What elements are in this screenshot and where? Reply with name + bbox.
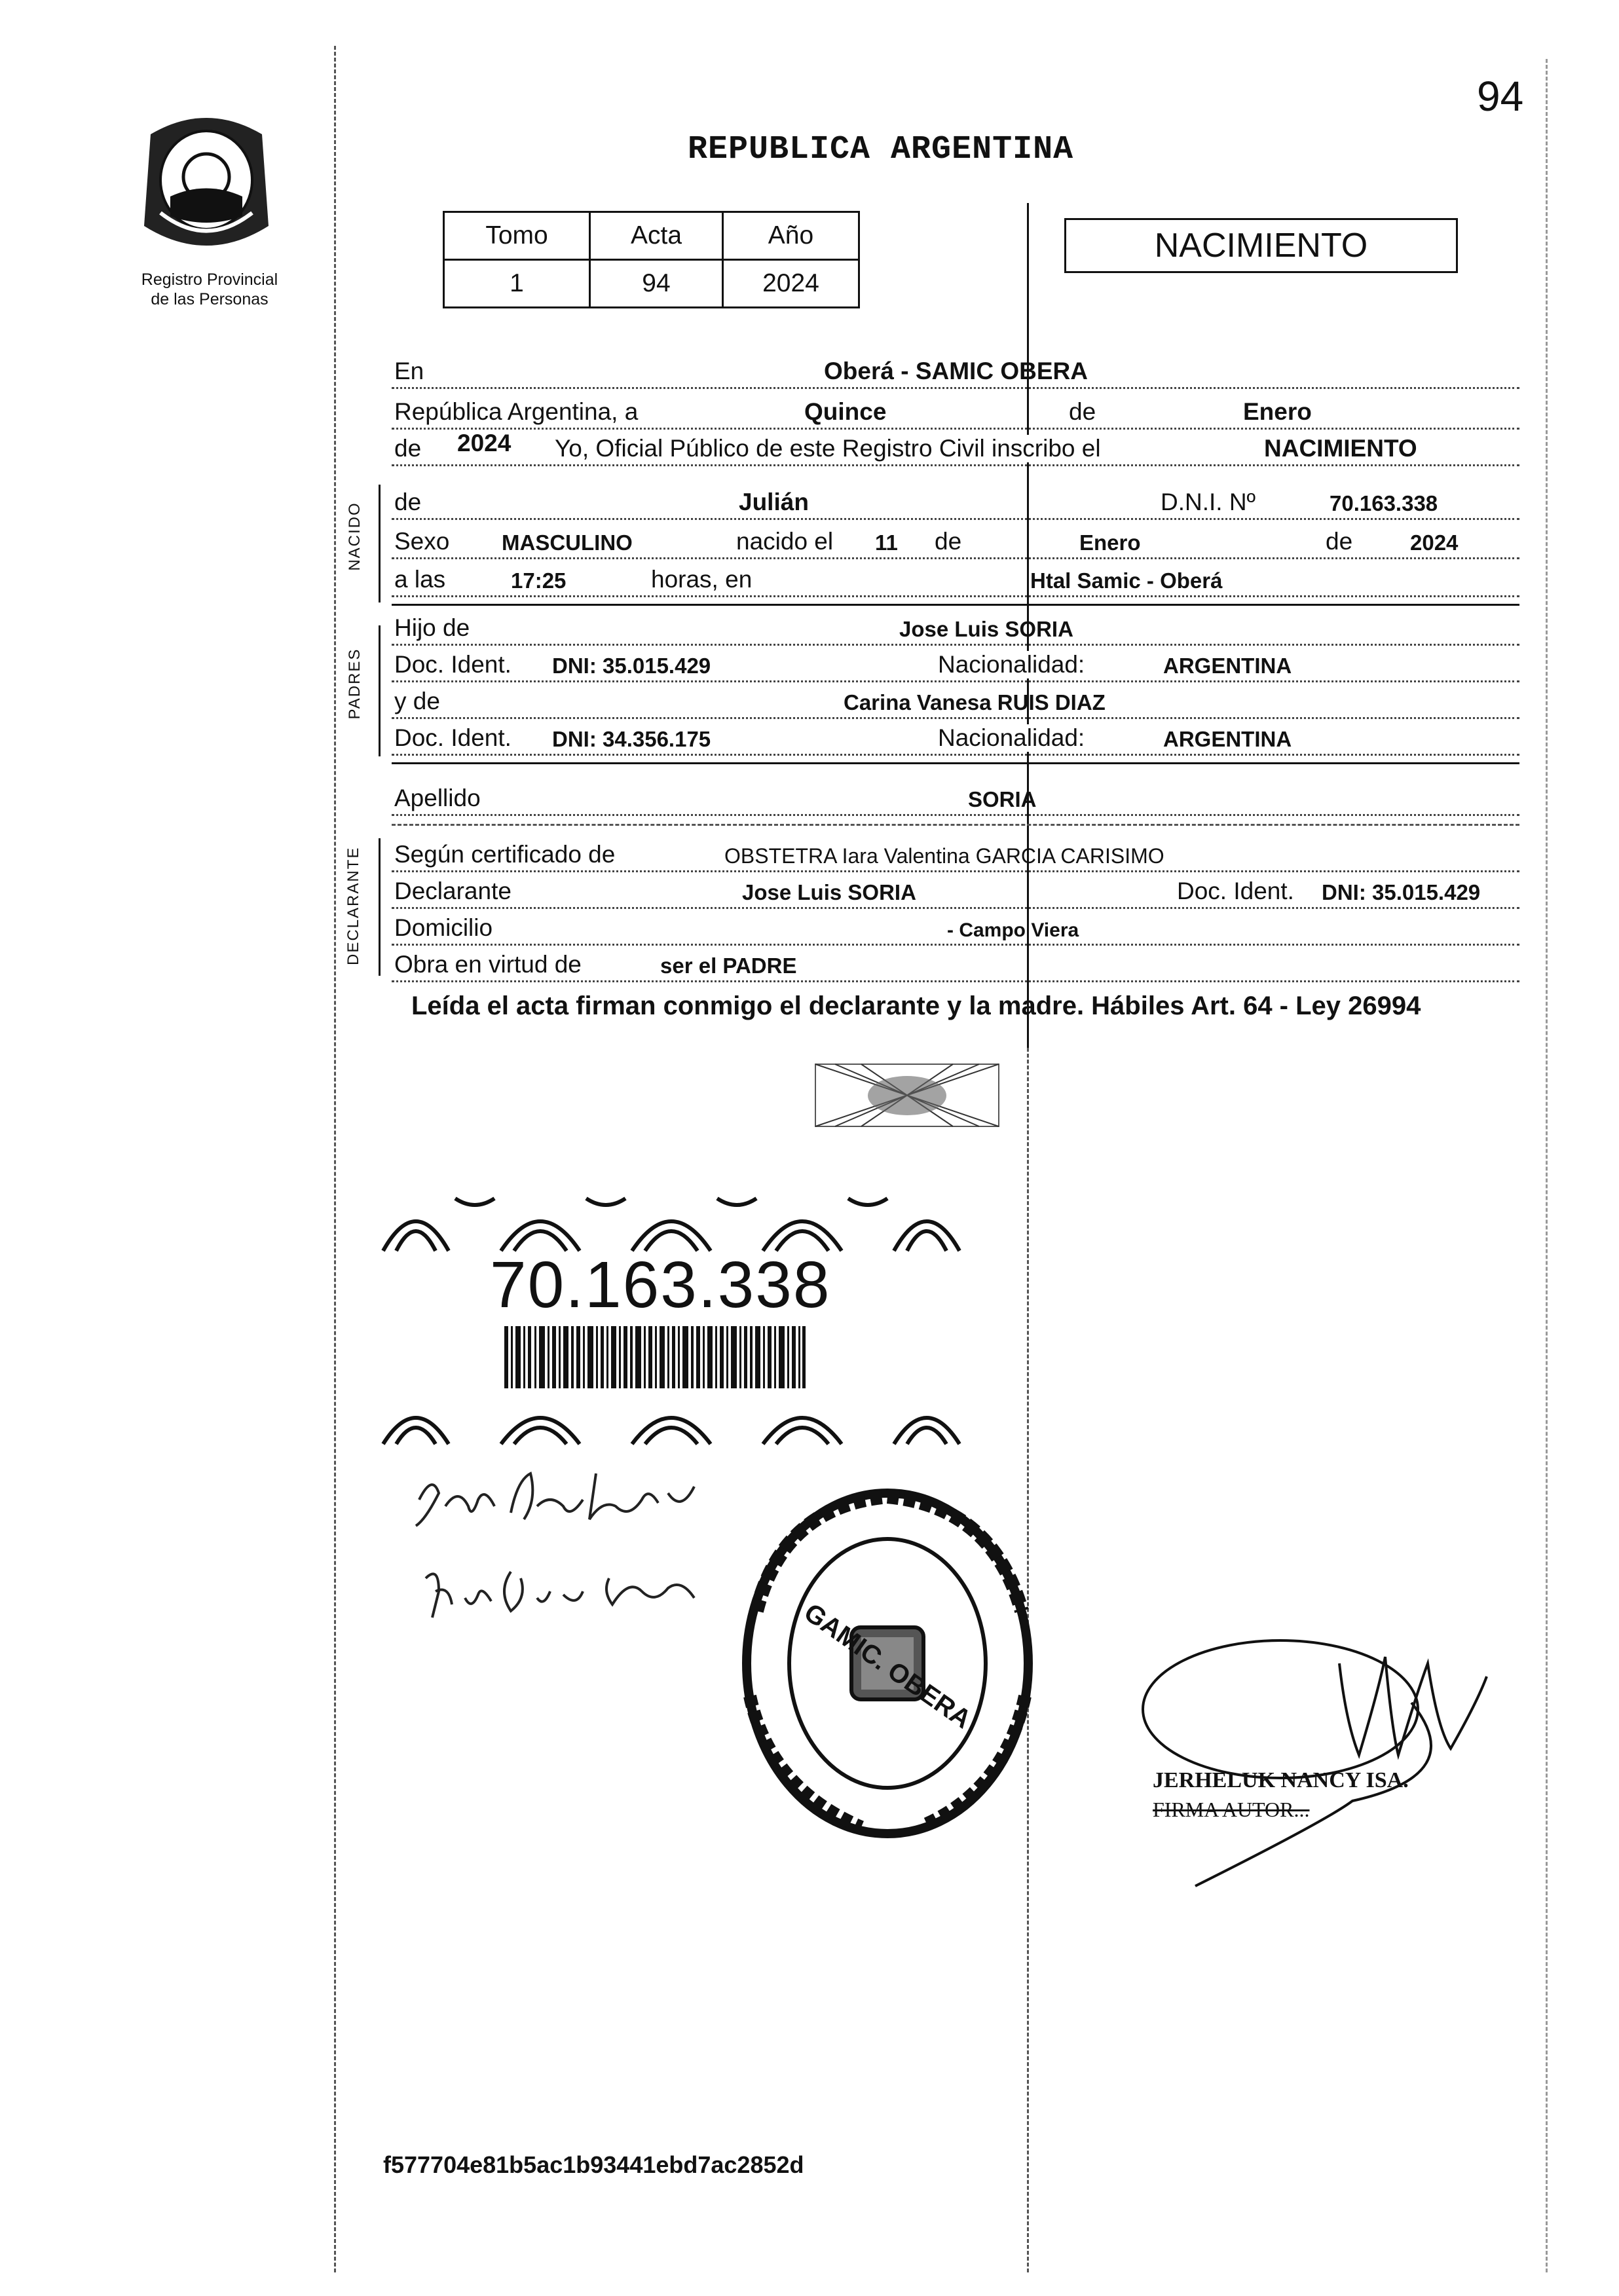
value-nombre: Julián [739, 489, 809, 515]
label-domicilio: Domicilio [392, 914, 495, 942]
country-title: REPUBLICA ARGENTINA [688, 131, 1074, 168]
table-value-acta: 94 [590, 260, 723, 308]
value-mes: Enero [1243, 398, 1312, 425]
value-nacionalidad-padre: ARGENTINA [1163, 654, 1292, 678]
label-sexo: Sexo [392, 528, 452, 555]
signature-madre [413, 1552, 720, 1631]
value-anio-nacimiento: 2024 [1410, 530, 1459, 555]
value-dia-nacimiento: 11 [875, 530, 898, 555]
row-sexo [392, 524, 1519, 565]
value-certificado: OBSTETRA Iara Valentina GARCIA CARISIMO [724, 844, 1164, 868]
value-madre: Carina Vanesa RUIS DIAZ [844, 690, 1106, 714]
label-apellido: Apellido [392, 785, 483, 812]
barcode-number: 70.163.338 [490, 1248, 831, 1322]
label-certificado: Según certificado de [392, 841, 618, 868]
declarante-bracket [379, 838, 381, 976]
row-apellido [392, 781, 1519, 821]
page-number: 94 [1477, 73, 1524, 120]
registry-caption [115, 270, 305, 309]
registry-caption-line2: de las Personas [151, 290, 269, 308]
security-hologram-mark [809, 1051, 1005, 1136]
value-acto: NACIMIENTO [1264, 435, 1417, 462]
row-hora [392, 562, 1519, 602]
left-margin-line [334, 46, 336, 2272]
stamp-text: GAMIC. OBERA [798, 1598, 977, 1735]
label-a-las: a las [392, 566, 448, 593]
province-seal-logo [131, 108, 282, 259]
value-dni-madre: DNI: 34.356.175 [552, 727, 711, 751]
value-dni: 70.163.338 [1330, 491, 1438, 515]
officer-name: JERHELUK NANCY ISA. [1153, 1768, 1409, 1792]
table-header-ano: Año [723, 212, 859, 260]
label-dni: D.N.I. Nº [1158, 489, 1258, 516]
record-table [443, 211, 860, 308]
table-header-acta: Acta [590, 212, 723, 260]
divider-apellido [392, 824, 1519, 826]
value-dia: Quince [804, 398, 887, 425]
value-padre: Jose Luis SORIA [899, 617, 1073, 641]
label-doc-declarante: Doc. Ident. [1174, 878, 1297, 905]
value-anio: 2024 [457, 430, 512, 456]
label-declarante: Declarante [392, 878, 514, 905]
row-republica [392, 394, 1519, 435]
officer-title: FIRMA AUTOR... [1153, 1798, 1310, 1821]
label-nacionalidad-padre: Nacionalidad: [935, 651, 1087, 678]
row-hijo [392, 610, 1519, 651]
label-horas-en: horas, en [648, 566, 754, 593]
value-sexo: MASCULINO [502, 530, 633, 555]
value-lugar: Oberá - SAMIC OBERA [824, 358, 1088, 384]
registry-caption-line1: Registro Provincial [141, 270, 278, 289]
row-doc-padre [392, 647, 1519, 688]
right-margin-line [1546, 59, 1548, 2272]
row-de-year [392, 431, 1519, 472]
document-hash: f577704e81b5ac1b93441ebd7ac2852d [383, 2151, 804, 2178]
divider-nacido [392, 604, 1519, 606]
label-de-mes-nacimiento: de [932, 528, 964, 555]
table-value-tomo: 1 [444, 260, 590, 308]
divider-padres [392, 762, 1519, 764]
padres-bracket [379, 625, 381, 756]
label-y-de: y de [392, 688, 443, 715]
value-hora: 17:25 [511, 568, 567, 593]
table-value-ano: 2024 [723, 260, 859, 308]
label-doc-padre: Doc. Ident. [392, 651, 514, 678]
label-doc-madre: Doc. Ident. [392, 724, 514, 752]
section-label-nacido: NACIDO [346, 502, 363, 571]
row-madre [392, 684, 1519, 724]
signature-declarante [406, 1460, 720, 1539]
table-header-tomo: Tomo [444, 212, 590, 260]
value-obra: ser el PADRE [660, 954, 797, 978]
value-lugar-nacimiento: Htal Samic - Oberá [1030, 568, 1223, 593]
value-domicilio: - Campo Viera [947, 919, 1079, 941]
label-de-anio-nacimiento: de [1323, 528, 1355, 555]
value-nacionalidad-madre: ARGENTINA [1163, 727, 1292, 751]
row-en [392, 354, 1519, 394]
label-de-nombre: de [392, 489, 424, 516]
value-apellido: SORIA [968, 787, 1037, 811]
row-nombre [392, 485, 1519, 525]
section-label-declarante: DECLARANTE [344, 846, 362, 965]
row-domicilio [392, 910, 1519, 951]
section-label-padres: PADRES [346, 648, 363, 720]
nacido-bracket [379, 485, 381, 602]
security-pattern-bottom [377, 1379, 966, 1451]
label-obra: Obra en virtud de [392, 951, 584, 978]
value-doc-declarante: DNI: 35.015.429 [1322, 880, 1481, 904]
label-republica: República Argentina, a [392, 398, 641, 426]
value-dni-padre: DNI: 35.015.429 [552, 654, 711, 678]
label-de-mes: de [1066, 398, 1098, 426]
label-de-year: de [392, 435, 424, 462]
label-hijo-de: Hijo de [392, 614, 472, 642]
closing-note: Leída el acta firman conmigo el declarante y la madre. Hábiles Art. 64 - Ley 26994 [411, 991, 1421, 1020]
row-certificado [392, 837, 1519, 878]
row-doc-madre [392, 720, 1519, 761]
value-mes-nacimiento: Enero [1079, 530, 1141, 555]
row-obra [392, 947, 1519, 988]
record-type-box: NACIMIENTO [1064, 218, 1458, 273]
value-declarante: Jose Luis SORIA [742, 880, 916, 904]
label-inscribo: Yo, Oficial Público de este Registro Civil inscribo el [552, 435, 1104, 462]
row-declarante [392, 874, 1519, 914]
label-nacido-el: nacido el [734, 528, 836, 555]
label-nacionalidad-madre: Nacionalidad: [935, 724, 1087, 752]
label-en: En [392, 358, 426, 385]
officer-signature [1130, 1624, 1536, 1899]
